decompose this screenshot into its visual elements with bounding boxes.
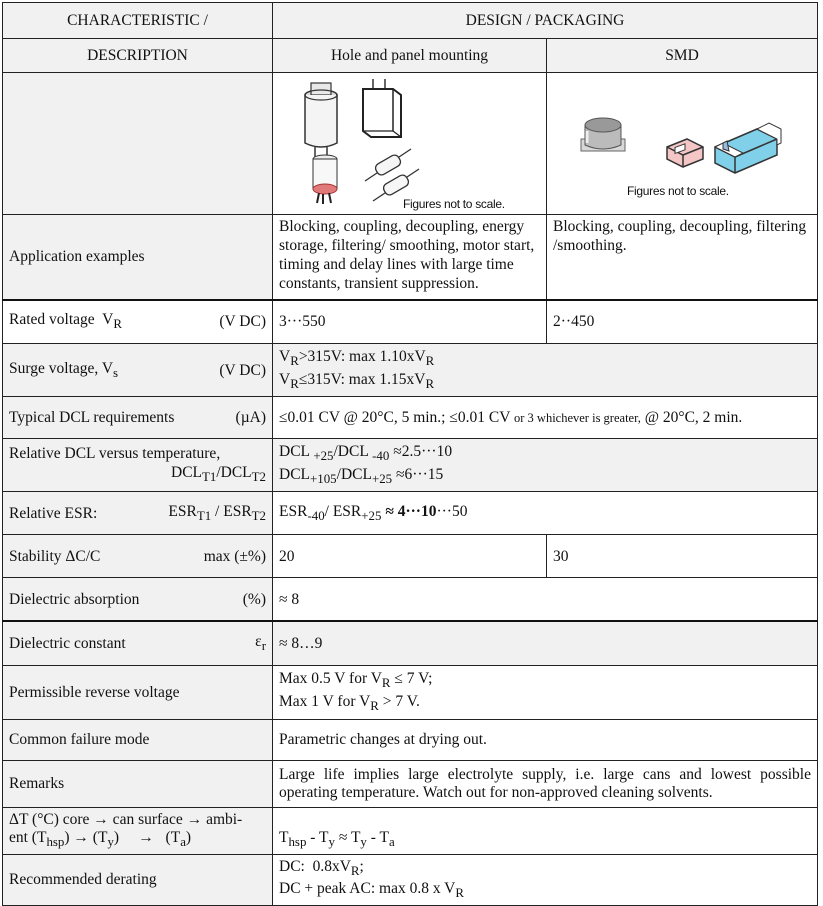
value-dielectric-constant: ≈ 8…9 [273, 621, 818, 666]
row-dcl [3, 397, 818, 439]
row-dielectric-constant [3, 621, 818, 666]
label-application: Application examples [3, 215, 273, 300]
value-failure-mode: Parametric changes at drying out. [273, 719, 818, 760]
value-reverse-voltage: Max 0.5 V for $V_R \le 7$ V; Max 1 V for $V_R > 7$ V. [273, 666, 818, 719]
header-design-packaging: DESIGN / PACKAGING [273, 3, 818, 39]
figure-note-left: Figures not to scale. [403, 197, 505, 211]
header-characteristic: CHARACTERISTIC / [3, 3, 273, 39]
label-esr: Relative ESR: $ESR_{T1} / ESR_{T2}$ [3, 492, 273, 535]
row-rated-voltage [3, 300, 818, 344]
label-surge-voltage: Surge voltage, $V_s$ (V DC) [3, 344, 273, 397]
label-absorption: Dielectric absorption (%) [3, 578, 273, 621]
figure-smd [547, 73, 818, 215]
row-esr [3, 492, 818, 535]
label-dielectric-constant: Dielectric constant $\varepsilon_r$ [3, 621, 273, 666]
value-relative-dcl: DCL $_{+25}$/DCL $_{-40}$ ≈2.5···10 $DCL_{+105}/DCL_{+25} \approx 6\cdot\cdot\cdot 15$ [273, 439, 818, 492]
row-failure-mode [3, 719, 818, 760]
row-reverse-voltage [3, 666, 818, 719]
row-absorption [3, 578, 818, 621]
row-remarks [3, 760, 818, 807]
label-delta-t: ΔT (°C) core → can surface → ambi- ent $(T_{hsp}) \to (T_y)$ → $(T_a)$ [3, 807, 273, 854]
figures-empty-cell [3, 73, 273, 215]
label-reverse-voltage: Permissible reverse voltage [3, 666, 273, 719]
axial-capacitor-icon [365, 149, 419, 201]
label-rated-voltage: Rated voltage $V_R$ (V DC) [3, 300, 273, 344]
radial-capacitor-icon [313, 155, 337, 204]
value-rated-voltage-hole: 3···550 [273, 300, 547, 344]
row-delta-t [3, 807, 818, 854]
value-stability-hole: 20 [273, 535, 547, 578]
value-dcl: ≤0.01 CV @ 20°C, 5 min.; ≤0.01 CV or 3 whichever is greater, @ 20°C, 2 min. [273, 397, 818, 439]
header-smd: SMD [547, 39, 818, 73]
label-failure-mode: Common failure mode [3, 719, 273, 760]
label-derating: Recommended derating [3, 854, 273, 905]
row-application [3, 215, 818, 300]
header-row-1 [3, 3, 818, 39]
smd-chip-capacitor-icon [667, 139, 703, 167]
value-derating: DC: $0.8xV_R$; DC + peak AC: max 0.8 x $V_R$ [273, 854, 818, 905]
can-capacitor-icon [305, 83, 337, 159]
label-dcl: Typical DCL requirements (µA) [3, 397, 273, 439]
figure-hole-panel [273, 73, 547, 215]
figures-row [3, 73, 818, 215]
header-hole-panel: Hole and panel mounting [273, 39, 547, 73]
label-stability: Stability ΔC/C max (±%) [3, 535, 273, 578]
smd-can-capacitor-icon [581, 118, 625, 151]
value-remarks: Large life implies large electrolyte supply, i.e. large cans and lowest possible operating temperature. Watch out for non-approved cleaning solvents. [273, 760, 818, 807]
value-application-smd: Blocking, coupling, decoupling, filtering /smoothing. [547, 215, 818, 300]
smd-tantalum-capacitor-icon [715, 123, 781, 173]
row-relative-dcl [3, 439, 818, 492]
header-row-2 [3, 39, 818, 73]
value-absorption: ≈ 8 [273, 578, 818, 621]
row-derating [3, 854, 818, 905]
box-capacitor-icon [363, 79, 401, 137]
capacitor-spec-table [2, 2, 818, 906]
value-rated-voltage-smd: 2··450 [547, 300, 818, 344]
through-hole-capacitors-illustration [273, 73, 545, 214]
header-description: DESCRIPTION [3, 39, 273, 73]
value-stability-smd: 30 [547, 535, 818, 578]
label-relative-dcl: Relative DCL versus temperature, $DCL_{T1}/DCL_{T2}$ [3, 439, 273, 492]
value-application-hole: Blocking, coupling, decoupling, energy storage, filtering/ smoothing, motor start, timing and delay lines with large time constants, transient suppression. [273, 215, 547, 300]
label-remarks: Remarks [3, 760, 273, 807]
row-surge-voltage [3, 344, 818, 397]
value-surge-voltage: $V_R>315V$: $\max 1.10xV_R$ $V_R\le 315V$: $\max 1.15xV_R$ [273, 344, 818, 397]
value-esr: $ESR_{-40}/$ $ESR_{+25} \approx 4\cdot\cdot\cdot 10\cdot\cdot\cdot 50$ [273, 492, 818, 535]
row-stability [3, 535, 818, 578]
figure-note-right: Figures not to scale. [627, 184, 729, 198]
value-delta-t: $T_{hsp} - T_y \approx T_y - T_a$ [273, 807, 818, 854]
